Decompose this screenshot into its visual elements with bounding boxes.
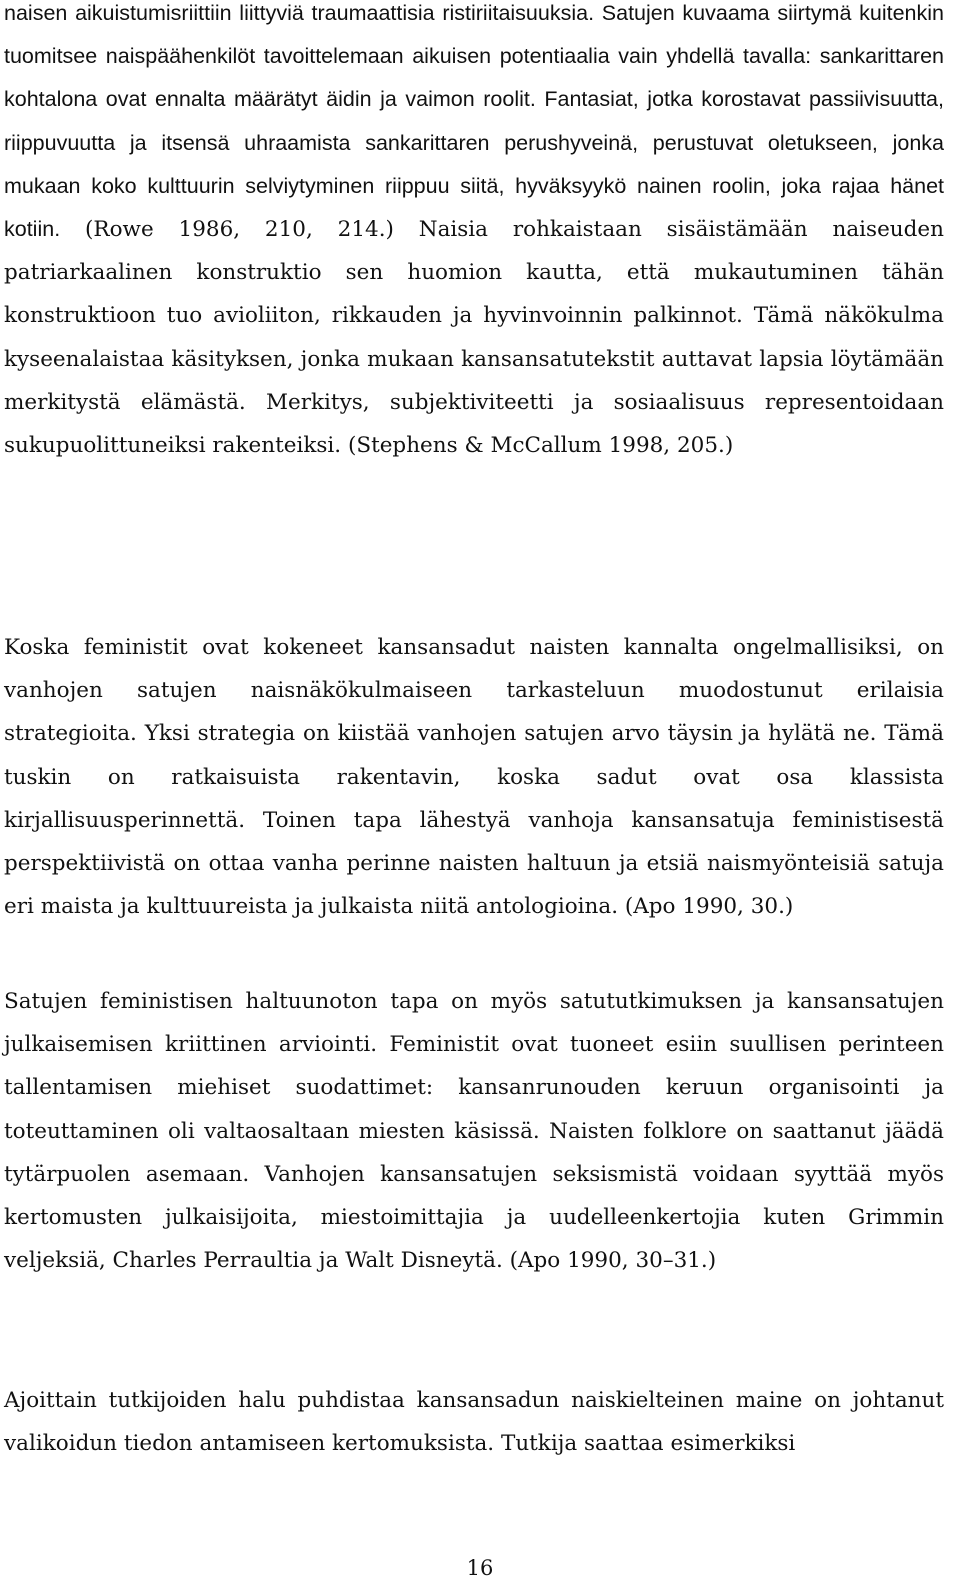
paragraph-3: Satujen feministisen haltuunoton tapa on myös satututkimuksen ja kansansatujen julkaisemisen kriittinen arviointi. Feministit ovat tuoneet esiin suullisen perinteen tallentamisen miehiset suodattimet: kansanrunouden keruun organisointi ja toteuttaminen oli valtaosaltaan miesten käsissä. Naisten folklore on saattanut jäädä tytärpuolen asemaan. Vanhojen kansansatujen seksismistä voidaan syyttää myös kertomusten julkaisijoita, miestoimittajia ja uudelleenkertojia kuten Grimmin veljeksiä, Charles Perraultia ja Walt Disneytä. (Apo 1990, 30–31.) [4,989,944,1274]
page-number: 16 [466,1556,494,1580]
paragraph-2: Koska feministit ovat kokeneet kansansadut naisten kannalta ongelmallisiksi, on vanhojen satujen naisnäkökulmaiseen tarkasteluun muodostunut erilaisia strategioita. Yksi strategia on kiistää vanhojen satujen arvo täysin ja hylätä ne. Tämä tuskin on ratkaisuista rakentavin, koska sadut ovat osa klassista kirjallisuusperinnettä. Toinen tapa lähestyä vanhoja kansansatuja feministisestä perspektiivistä on ottaa vanha perinne naisten haltuun ja etsiä naismyönteisiä satuja eri maista ja kulttuureista ja julkaista niitä antologioina. (Apo 1990, 30.) [4,635,944,920]
paragraph-1-serif-text: (Rowe 1986, 210, 214.) Naisia rohkaistaan sisäistämään naiseuden patriarkaalinen konstruktio sen huomion kautta, että mukautuminen tähän konstruktioon tuo avioliiton, rikkauden ja hyvinvoinnin palkinnot. Tämä näkökulma kyseenalaistaa käsityksen, jonka mukaan kansansatutekstit auttavat lapsia löytämään merkitystä elämästä. Merkitys, subjektiviteetti ja sosiaalisuus representoidaan sukupuolittuneiksi rakenteiksi. (Stephens & McCallum 1998, 205.) [4,217,944,459]
paragraph-1 [4,0,944,467]
paragraph-1-sans-text: naisen aikuistumisriittiin liittyviä traumaattisia ristiriitaisuuksia. Satujen kuvaama siirtymä kuitenkin tuomitsee naispäähenkilöt tavoittelemaan aikuisen potentiaalia vain yhdellä tavalla: sankarittaren kohtalona ovat ennalta määrätyt äidin ja vaimon roolit. Fantasiat, jotka korostavat passiivisuutta, riippuvuutta ja itsensä uhraamista sankarittaren perushyveinä, perustuvat oletukseen, jonka mukaan koko kulttuurin selviytyminen riippuu siitä, hyväksyykö nainen roolin, joka rajaa hänet kotiin. [4,1,944,242]
paragraph-4: Ajoittain tutkijoiden halu puhdistaa kansansadun naiskielteinen maine on johtanut valikoidun tiedon antamiseen kertomuksista. Tutkija saattaa esimerkiksi [4,1388,944,1457]
